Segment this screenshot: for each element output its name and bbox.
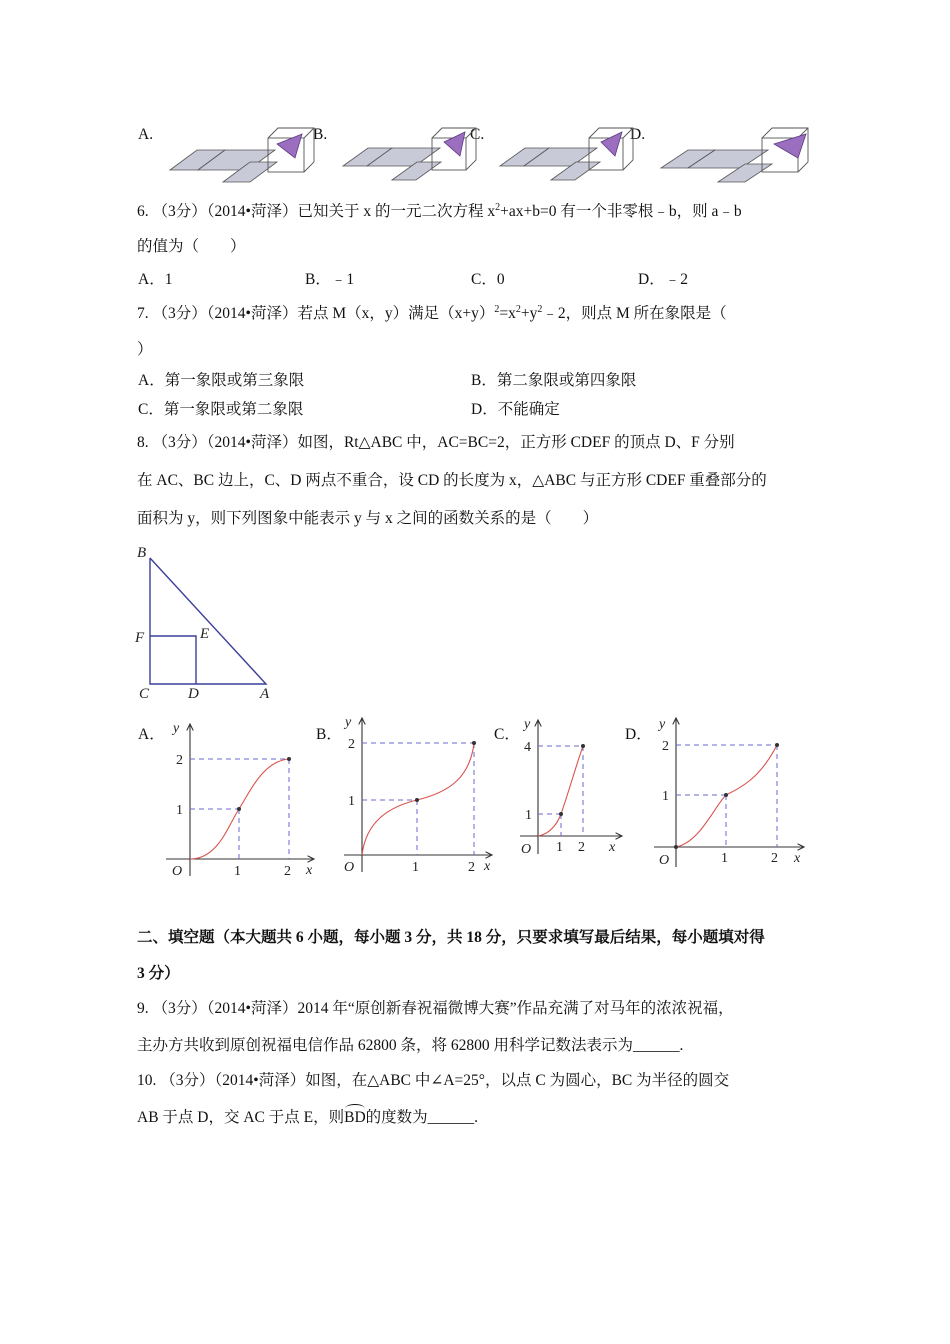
section2-heading-line2: 3 分）: [137, 965, 180, 982]
graph-b-y2: 2: [348, 737, 355, 752]
graph-c-y4: 4: [524, 740, 531, 755]
graph-d-y1: 1: [662, 789, 669, 804]
square-cdef: [150, 636, 196, 684]
graph-d-x2: 2: [771, 851, 778, 866]
q8-line1: 如图，Rt△ABC 中，AC=BC=2，正方形 CDEF 的顶点 D、F 分别: [297, 434, 735, 451]
q5-option-b-label: B.: [313, 126, 328, 143]
q5-option-a-label: A.: [138, 126, 154, 143]
graph-c-x: x: [609, 840, 616, 855]
q7-stem-b: =x: [499, 305, 516, 322]
graph-d-x: x: [794, 851, 801, 866]
q9-source: （2014•菏泽）: [206, 1000, 298, 1017]
graph-d-x1: 1: [721, 851, 728, 866]
graph-b-y1: 1: [348, 794, 355, 809]
q6-score: （3分）: [152, 203, 207, 220]
q8-graph-c: [516, 714, 626, 859]
graph-c-x1: 1: [556, 840, 563, 855]
q6-stem-line2: 的值为（ ）: [137, 238, 246, 255]
label-d: D: [188, 686, 199, 702]
graph-d-origin: O: [659, 853, 670, 868]
graph-c-origin: O: [521, 842, 532, 857]
q5-option-d-label: D.: [630, 126, 646, 143]
q5-figure-c: [497, 120, 652, 186]
graph-a-origin: O: [172, 864, 183, 879]
graph-b-x2: 2: [468, 860, 475, 875]
graph-b-y: y: [345, 715, 352, 730]
q8-option-c: C．: [494, 726, 520, 743]
q5-figure-a: [165, 120, 320, 186]
q5-figure-b: [340, 120, 495, 186]
q9-line1: 2014 年“原创新春祝福微博大赛”作品充满了对马年的浓浓祝福，: [297, 1000, 734, 1017]
graph-d-y: y: [659, 717, 666, 732]
q8-graph-a: [160, 716, 320, 881]
q5-figure-d: [658, 120, 813, 186]
q6-option-a: A．1: [138, 271, 173, 288]
q7-number: 7.: [137, 305, 149, 322]
section2-heading-line1: 二、填空题（本大题共 6 小题，每小题 3 分，共 18 分，只要求填写最后结果，每小题填对得: [137, 929, 765, 946]
q10-source: （2014•菏泽）: [214, 1072, 306, 1089]
q5-option-c-label: C.: [470, 126, 485, 143]
q8-source: （2014•菏泽）: [206, 434, 298, 451]
graph-b-x: x: [484, 859, 491, 874]
q7-source: （2014•菏泽）: [206, 305, 298, 322]
q8-option-a: A．: [138, 726, 165, 743]
q10-line2a: AB 于点 D，交 AC 于点 E，则: [137, 1109, 345, 1126]
q9-number: 9.: [137, 1000, 149, 1017]
graph-a-y2: 2: [176, 753, 183, 768]
q7-option-d: D．不能确定: [471, 401, 560, 418]
q6-source: （2014•菏泽）: [206, 203, 298, 220]
q10-number: 10.: [137, 1072, 157, 1089]
q7-option-a: A．第一象限或第三象限: [138, 372, 305, 389]
q7-sup2: 2: [515, 304, 521, 315]
q8-triangle-figure: [130, 540, 290, 705]
graph-a-x1: 1: [234, 864, 241, 879]
q10-stem-line1: [137, 1068, 729, 1090]
graph-a-x: x: [306, 863, 313, 878]
q8-score: （3分）: [152, 434, 207, 451]
q6-number: 6.: [137, 203, 149, 220]
q9-stem-line2: 主办方共收到原创祝福电信作品 62800 条，将 62800 用科学记数法表示为______.: [137, 1037, 684, 1054]
net-faces: [170, 150, 277, 182]
q6-option-d: D．﹣2: [638, 271, 688, 288]
q7-stem-c: +y: [520, 305, 538, 322]
q10-score: （3分）: [160, 1072, 215, 1089]
q6-stem-b: +ax+b=0 有一个非零根﹣b，则 a﹣b: [500, 203, 742, 220]
q10-arc-bd: BD: [344, 1109, 366, 1126]
q7-stem-a: 若点 M（x，y）满足（x+y）: [297, 305, 495, 322]
q7-sup3: 2: [537, 304, 543, 315]
q10-line1: 如图，在△ABC 中∠A=25°，以点 C 为圆心，BC 为半径的圆交: [305, 1072, 730, 1089]
q9-score: （3分）: [152, 1000, 207, 1017]
label-c: C: [139, 686, 150, 702]
label-a: A: [260, 686, 270, 702]
graph-a-y: y: [173, 721, 180, 736]
q6-stem-line1: [137, 199, 742, 221]
q7-stem-line1: [137, 301, 727, 323]
q10-stem-line2: [137, 1105, 478, 1127]
graph-b-x1: 1: [412, 860, 419, 875]
graph-c-x2: 2: [578, 840, 585, 855]
q8-stem-line2: 在 AC、BC 边上，C、D 两点不重合，设 CD 的长度为 x，△ABC 与正方形 CDEF 重叠部分的: [137, 472, 767, 489]
graph-a-y1: 1: [176, 803, 183, 818]
q8-option-d: D．: [625, 726, 652, 743]
graph-c-y1: 1: [525, 808, 532, 823]
label-f: F: [135, 630, 145, 646]
q10-line2b: 的度数为______.: [365, 1109, 479, 1126]
q8-option-b: B．: [316, 726, 342, 743]
q7-sup1: 2: [494, 304, 500, 315]
label-e: E: [200, 626, 210, 642]
q7-option-b: B．第二象限或第四象限: [471, 372, 637, 389]
q6-option-b: B．﹣1: [305, 271, 355, 288]
q8-stem-line1: [137, 430, 735, 452]
graph-a-x2: 2: [284, 864, 291, 879]
q7-stem-line2: ）: [137, 341, 153, 358]
label-b: B: [137, 545, 147, 561]
q8-graph-b: [338, 712, 498, 877]
q7-score: （3分）: [152, 305, 207, 322]
graph-d-y2: 2: [662, 739, 669, 754]
graph-b-origin: O: [344, 860, 355, 875]
q6-option-c: C．0: [471, 271, 505, 288]
q7-option-c: C．第一象限或第二象限: [138, 401, 304, 418]
q8-graph-d: [650, 712, 810, 872]
graph-c-y: y: [524, 717, 531, 732]
q8-stem-line3: 面积为 y，则下列图象中能表示 y 与 x 之间的函数关系的是（ ）: [137, 510, 599, 527]
q7-stem-d: ﹣2，则点 M 所在象限是（: [542, 305, 727, 322]
q6-stem-a: 已知关于 x 的一元二次方程 x: [297, 203, 496, 220]
q9-stem-line1: [137, 996, 734, 1018]
q6-sup: 2: [495, 202, 501, 213]
triangle-abc: [150, 558, 266, 684]
q8-number: 8.: [137, 434, 149, 451]
